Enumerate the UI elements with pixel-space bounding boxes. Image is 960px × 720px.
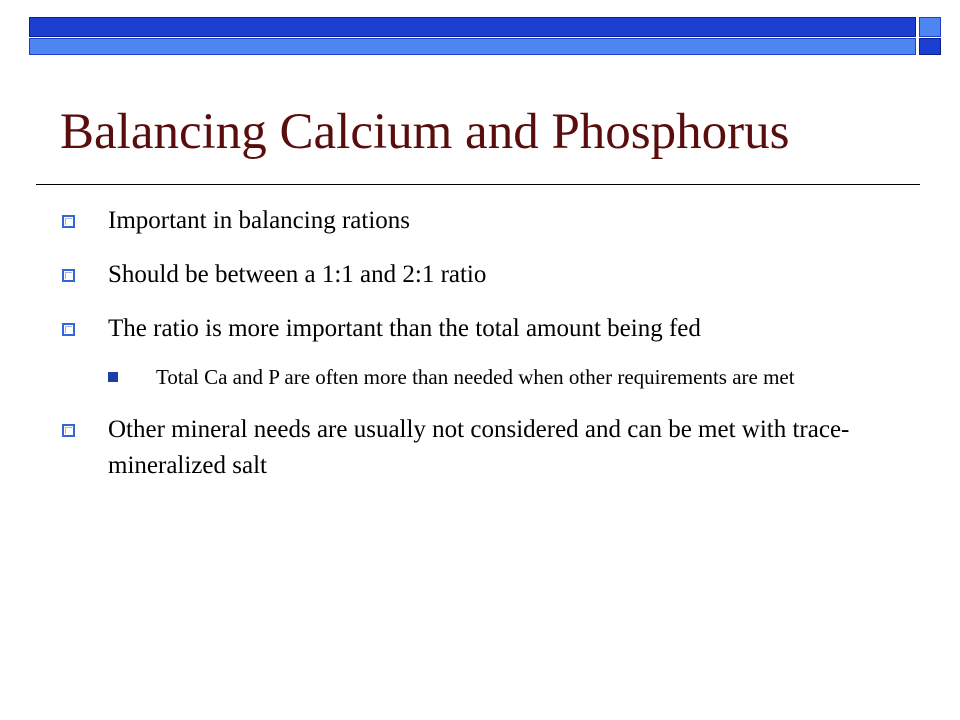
- sub-bullet-item: [108, 361, 880, 394]
- corner-square-top: [919, 17, 941, 37]
- bullet-list: [60, 203, 880, 502]
- square-bullet-icon: [108, 372, 118, 382]
- bullet-item: [60, 311, 880, 347]
- box-bullet-icon: [62, 424, 75, 437]
- bullet-text: Other mineral needs are usually not considered and can be met with trace-mineralized salt: [108, 416, 850, 479]
- slide-title: Balancing Calcium and Phosphorus: [60, 104, 790, 160]
- title-divider: [36, 184, 920, 185]
- corner-square-bottom: [919, 38, 941, 55]
- bullet-text: Should be between a 1:1 and 2:1 ratio: [108, 261, 487, 288]
- bullet-item: [60, 203, 880, 239]
- bullet-item: [60, 257, 880, 293]
- box-bullet-icon: [62, 215, 75, 228]
- top-bar-dark: [29, 17, 916, 37]
- bullet-text: Important in balancing rations: [108, 207, 411, 234]
- bullet-text: The ratio is more important than the total amount being fed: [108, 315, 701, 342]
- box-bullet-icon: [62, 269, 75, 282]
- sub-bullet-text: Total Ca and P are often more than needed when other requirements are met: [156, 365, 795, 389]
- bullet-item: [60, 412, 880, 484]
- box-bullet-icon: [62, 323, 75, 336]
- top-bar-light: [29, 38, 916, 55]
